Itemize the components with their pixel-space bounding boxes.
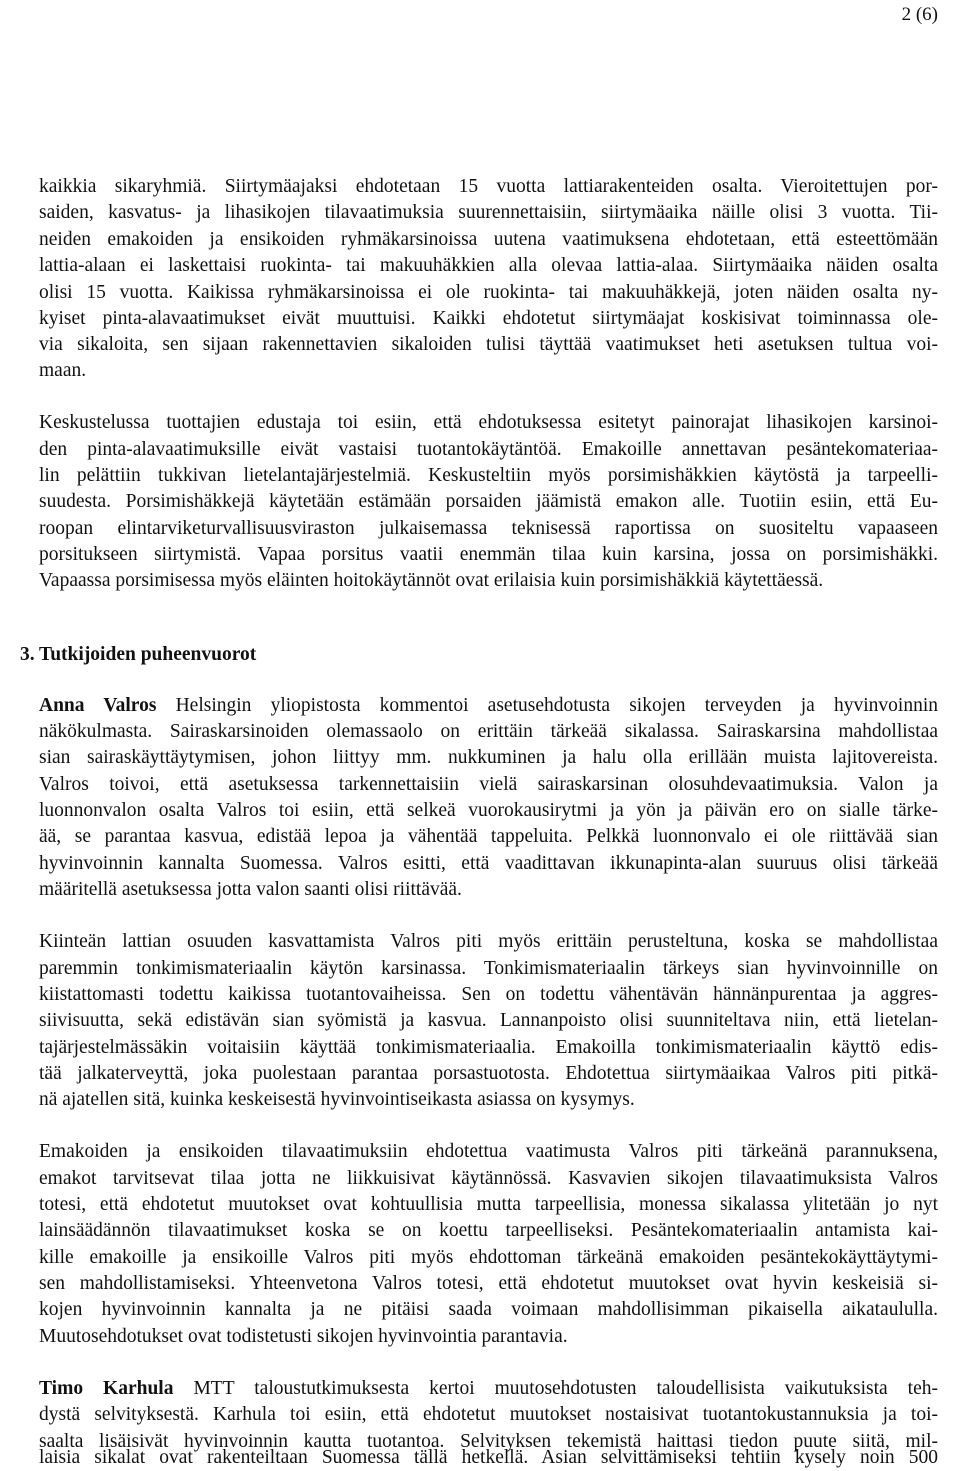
text-line: kyiset pinta-alavaatimukset eivät muuttuisi. Kaikki ehdotetut siirtymäajat koskisivat toiminnassa ole-: [39, 308, 938, 329]
text-line: näkökulmasta. Sairaskarsinoiden olemassaolo on erittäin tärkeää sikalassa. Sairaskarsina mahdollistaa: [39, 721, 938, 742]
text-line: hyvinvoinnin kannalta Suomessa. Valros esitti, että vaadittavan ikkunapinta-alan suuruus olisi tärkeää: [39, 853, 938, 874]
speaker-name: Timo Karhula: [39, 1378, 174, 1399]
text-line: Valros toivoi, että asetuksessa tarkennettaisiin vielä sairaskarsinan olosuhdevaatimuksia. Valon ja: [39, 774, 938, 795]
text-line: Emakoiden ja ensikoiden tilavaatimuksiin ehdotettua vaatimusta Valros piti tärkeänä parannuksena,: [39, 1141, 938, 1162]
text-line: olisi 15 vuotta. Kaikissa ryhmäkarsinoissa ei ole ruokinta- tai makuuhäkkejä, joten näiden osalta ny-: [39, 282, 938, 303]
text-line: totesi, että ehdotetut muutokset ovat kohtuullisia mutta tarpeellisia, monessa sikalassa ylitetään jo nyt: [39, 1194, 938, 1215]
text-line: emakot tarvitsevat tilaa jotta ne liikkuisivat käytännössä. Kasvavien sikojen tilavaatimuksista Valros: [39, 1168, 938, 1189]
section-number: 3.: [20, 644, 35, 665]
text-line: porsitukseen siirtymistä. Vapaa porsitus vaatii enemmän tilaa kuin karsina, jossa on porsimishäkki.: [39, 544, 938, 565]
text-line: tää jalkaterveyttä, joka puolestaan parantaa porsastuotosta. Ehdotettua siirtymäaikaa Valros piti pitkä-: [39, 1063, 938, 1084]
text-line: paremmin tonkimismateriaalin käytön karsinassa. Tonkimismateriaalin tärkeys sian hyvinvoinnille on: [39, 958, 938, 979]
text-line: dystä selvityksestä. Karhula toi esiin, että ehdotetut muutokset nostaisivat tuotantokustannuksia ja toi-: [39, 1404, 938, 1425]
text-line: saalta lisäisivät hyvinvoinnin kautta tuotantoa. Selvityksen tekemistä haittasi tiedon puute siitä, mil-: [39, 1431, 938, 1452]
speaker-name: Anna Valros: [39, 695, 157, 716]
page-number: 2 (6): [901, 4, 938, 25]
text-line: Vapaassa porsimisessa myös eläinten hoitokäytännöt ovat erilaisia kuin porsimishäkkiä käytettäessä.: [39, 570, 824, 591]
text-line: laisia sikalat ovat rakenteiltaan Suomessa tällä hetkellä. Asian selvittämiseksi tehtiin kysely noin 500: [39, 1447, 938, 1468]
section-title: Tutkijoiden puheenvuorot: [39, 644, 257, 665]
text-line: via sikaloita, sen sijaan rakennettavien sikaloiden tulisi täyttää vaatimukset heti asetuksen tultua voi-: [39, 334, 938, 355]
text-line: luonnonvalon osalta Valros toi esiin, että selkeä vuorokausirytmi ja yön ja päivän ero on sialle tärke-: [39, 800, 938, 821]
text-line: Muutosehdotukset ovat todistetusti sikojen hyvinvointia parantavia.: [39, 1326, 568, 1347]
text-line: Kiinteän lattian osuuden kasvattamista Valros piti myös erittäin perusteltuna, koska se mahdollistaa: [39, 931, 938, 952]
text-line: roopan elintarviketurvallisuusviraston julkaisemassa teknisessä raportissa on suositeltu vapaaseen: [39, 518, 938, 539]
text-line: kille emakoille ja ensikoille Valros piti myös ehdottoman tärkeänä emakoiden pesäntekokäyttäytymi-: [39, 1247, 938, 1268]
text-line: neiden emakoiden ja ensikoiden ryhmäkarsinoissa uutena vaatimuksena ehdotetaan, että esteettömään: [39, 229, 938, 250]
text-line: Keskustelussa tuottajien edustaja toi esiin, että ehdotuksessa esitetyt painorajat lihasikojen karsinoi-: [39, 412, 938, 433]
text-line: määritellä asetuksessa jotta valon saanti olisi riittävää.: [39, 879, 462, 900]
text-line: [39, 693, 938, 719]
text-line: maan.: [39, 360, 87, 381]
text-line: kaikkia sikaryhmiä. Siirtymäajaksi ehdotetaan 15 vuotta lattiarakenteiden osalta. Vieroitettujen por-: [39, 176, 938, 197]
text-line: lainsäädännön tilavaatimukset koska se on koettu tarpeelliseksi. Pesäntekomateriaalin antamista kai-: [39, 1220, 938, 1241]
text-line: kiistattomasti todettu kaikissa tuotantovaiheissa. Sen on todettu vähentävän hännänpurentaa ja aggres-: [39, 984, 938, 1005]
text-line: ää, se parantaa kasvua, edistää lepoa ja vähentää tappeluita. Pelkkä luonnonvalo ei ole riittävää sian: [39, 826, 938, 847]
text-line: tajärjestelmässäkin voitaisiin käyttää tonkimismateriaalia. Emakoilla tonkimismateriaalin käyttö edis-: [39, 1037, 938, 1058]
text-line: saiden, kasvatus- ja lihasikojen tilavaatimuksia suurennettaisiin, siirtymäaika näille olisi 3 vuotta. Tii-: [39, 202, 938, 223]
text-line: siivisuutta, sekä edistävän sian syömistä ja kasvua. Lannanpoisto olisi suunniteltava niin, että lietelan-: [39, 1010, 938, 1031]
text-line: lin pelättiin tukkivan lietelantajärjestelmiä. Keskusteltiin myös porsimishäkkien käytöstä ja tarpeelli-: [39, 465, 938, 486]
text-line: sen mahdollistamiseksi. Yhteenvetona Valros totesi, että ehdotetut muutokset ovat hyvin keskeisiä si-: [39, 1273, 938, 1294]
text-line: kojen hyvinvoinnin kannalta ja ne pitäisi saada voimaan mahdollisimman pikaisella aikataululla.: [39, 1299, 938, 1320]
text-line: [39, 1376, 938, 1402]
text-line: lattia-alaan ei laskettaisi ruokinta- tai makuuhäkkien alla olevaa lattia-alaa. Siirtymäaika näiden osalta: [39, 255, 938, 276]
text-line: nä ajatellen sitä, kuinka keskeisestä hyvinvointiseikasta asiassa on kysymys.: [39, 1089, 635, 1110]
text-line: den pinta-alavaatimuksille eivät vastaisi tuotantokäytäntöä. Emakoille annettavan pesäntekomateriaa-: [39, 439, 938, 460]
text-run: MTT taloustutkimuksesta kertoi muutosehdotusten taloudellisista vaikutuksista teh-: [173, 1378, 938, 1399]
text-line: sian sairaskäyttäytymisen, johon liittyy mm. nukkuminen ja halu olla erillään muista lajitovereista.: [39, 747, 938, 768]
text-run: Helsingin yliopistosta kommentoi asetusehdotusta sikojen terveyden ja hyvinvoinnin: [156, 695, 938, 716]
text-line: suudesta. Porsimishäkkejä käytetään estämään porsaiden jäämistä emakon alle. Tuotiin esiin, että Eu-: [39, 491, 938, 512]
